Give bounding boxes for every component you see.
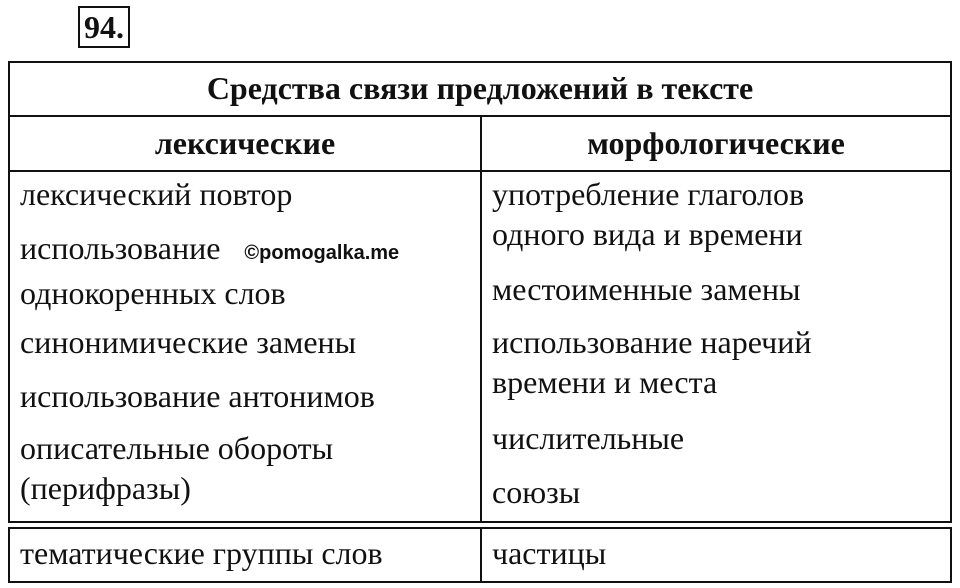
particles-cell: частицы: [481, 528, 951, 582]
list-item: использование ©pomogalka.me однокоренных слов: [20, 230, 400, 311]
lexical-cell: [9, 171, 481, 522]
list-item: использование антонимов: [20, 378, 375, 414]
list-item: числительные: [492, 420, 685, 456]
list-item: местоименные замены: [492, 271, 801, 307]
watermark: ©pomogalka.me: [244, 242, 400, 264]
means-of-connection-table: [8, 61, 952, 523]
bottom-row-table: [8, 527, 952, 583]
list-item: союзы: [492, 474, 581, 510]
list-item: лексический повтор: [20, 176, 293, 212]
thematic-groups-cell: тематические группы слов: [9, 528, 481, 582]
table-title: Средства связи предложений в тексте: [9, 62, 951, 116]
list-item: описательные обороты (перифразы): [20, 430, 334, 506]
list-item: использование наречий времени и места: [492, 324, 812, 400]
header-morphological: морфологические: [481, 116, 951, 171]
header-lexical: лексические: [9, 116, 481, 171]
list-item: синонимические замены: [20, 324, 357, 360]
morphological-cell: [481, 171, 951, 522]
exercise-number: 94.: [78, 6, 130, 48]
list-item: употребление глаголов одного вида и времени: [492, 176, 805, 252]
